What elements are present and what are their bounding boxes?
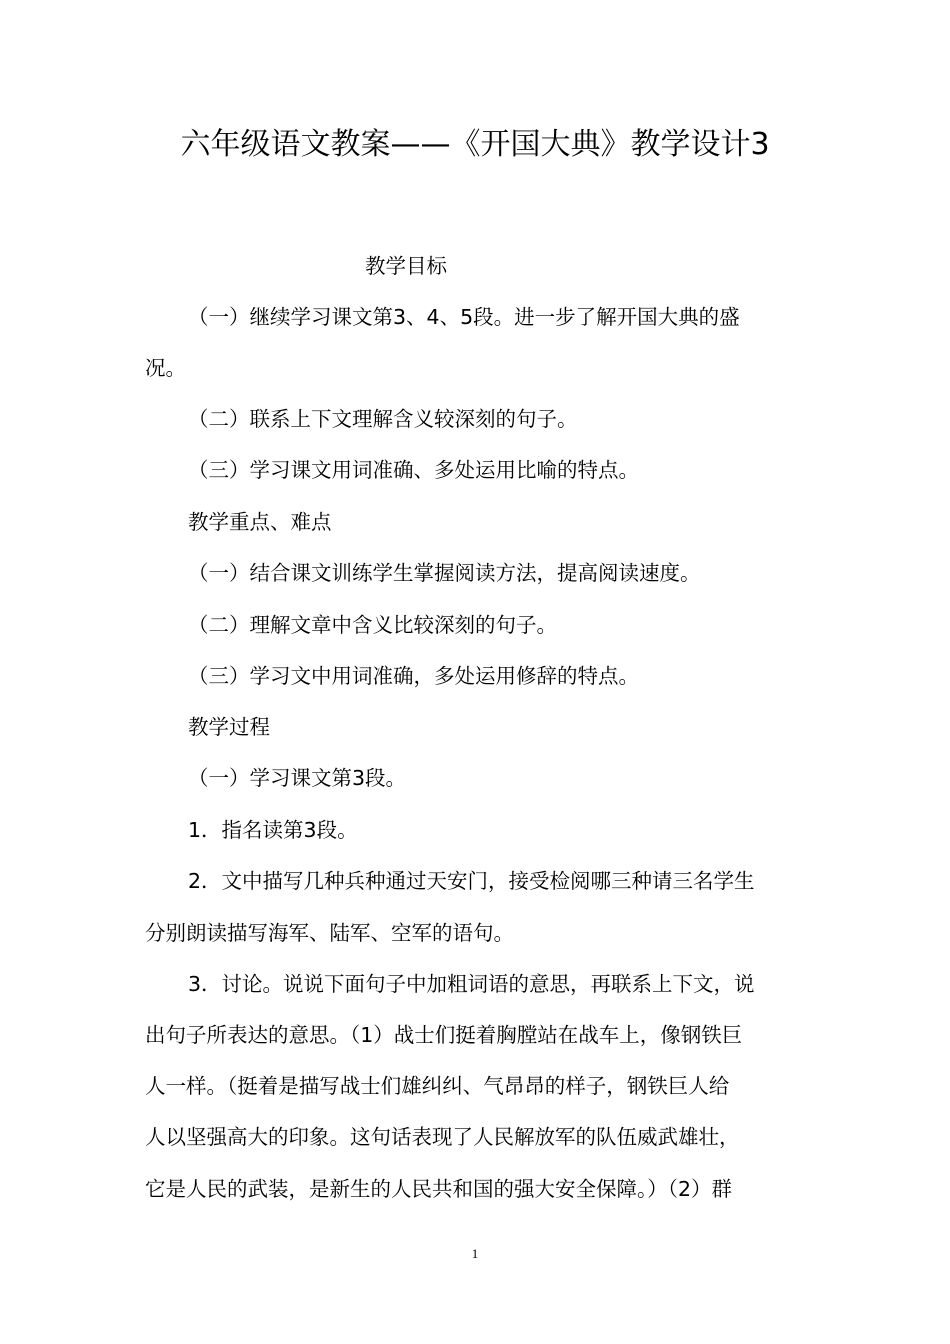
paragraph-line: 分别朗读描写海军、陆军、空军的语句。	[145, 921, 514, 945]
paragraph-line: 它是人民的武装，是新生的人民共和国的强大安全保障。）（2）群	[145, 1177, 733, 1201]
page-number: 1	[471, 1246, 479, 1261]
paragraph-line: （一）结合课文训练学生掌握阅读方法，提高阅读速度。	[188, 561, 701, 585]
paragraph-line: （三）学习课文用词准确、多处运用比喻的特点。	[188, 458, 639, 482]
paragraph-line: （二）联系上下文理解含义较深刻的句子。	[188, 407, 578, 431]
paragraph-line: （一）学习课文第3段。	[188, 766, 407, 790]
section-heading-key-points: 教学重点、难点	[188, 510, 332, 534]
paragraph-line: 1．指名读第3段。	[188, 818, 358, 842]
paragraph-line: 出句子所表达的意思。（1）战士们挺着胸膛站在战车上，像钢铁巨	[145, 1023, 743, 1047]
paragraph-line: 3．讨论。说说下面句子中加粗词语的意思，再联系上下文，说	[188, 972, 755, 996]
document-title: 六年级语文教案——《开国大典》教学设计3	[180, 127, 770, 162]
paragraph-line: （三）学习文中用词准确，多处运用修辞的特点。	[188, 664, 639, 688]
paragraph-line: （二）理解文章中含义比较深刻的句子。	[188, 613, 557, 637]
paragraph-line: 人以坚强高大的印象。这句话表现了人民解放军的队伍威武雄壮，	[145, 1125, 740, 1149]
paragraph-line: 况。	[145, 356, 186, 380]
paragraph-line: 2．文中描写几种兵种通过天安门，接受检阅哪三种请三名学生	[188, 869, 755, 893]
paragraph-line: 人一样。（挺着是描写战士们雄纠纠、气昂昂的样子，钢铁巨人给	[145, 1074, 730, 1098]
paragraph-line: （一）继续学习课文第3、4、5段。进一步了解开国大典的盛	[188, 305, 740, 329]
section-heading-goals: 教学目标	[365, 254, 447, 278]
section-heading-process: 教学过程	[188, 715, 270, 739]
